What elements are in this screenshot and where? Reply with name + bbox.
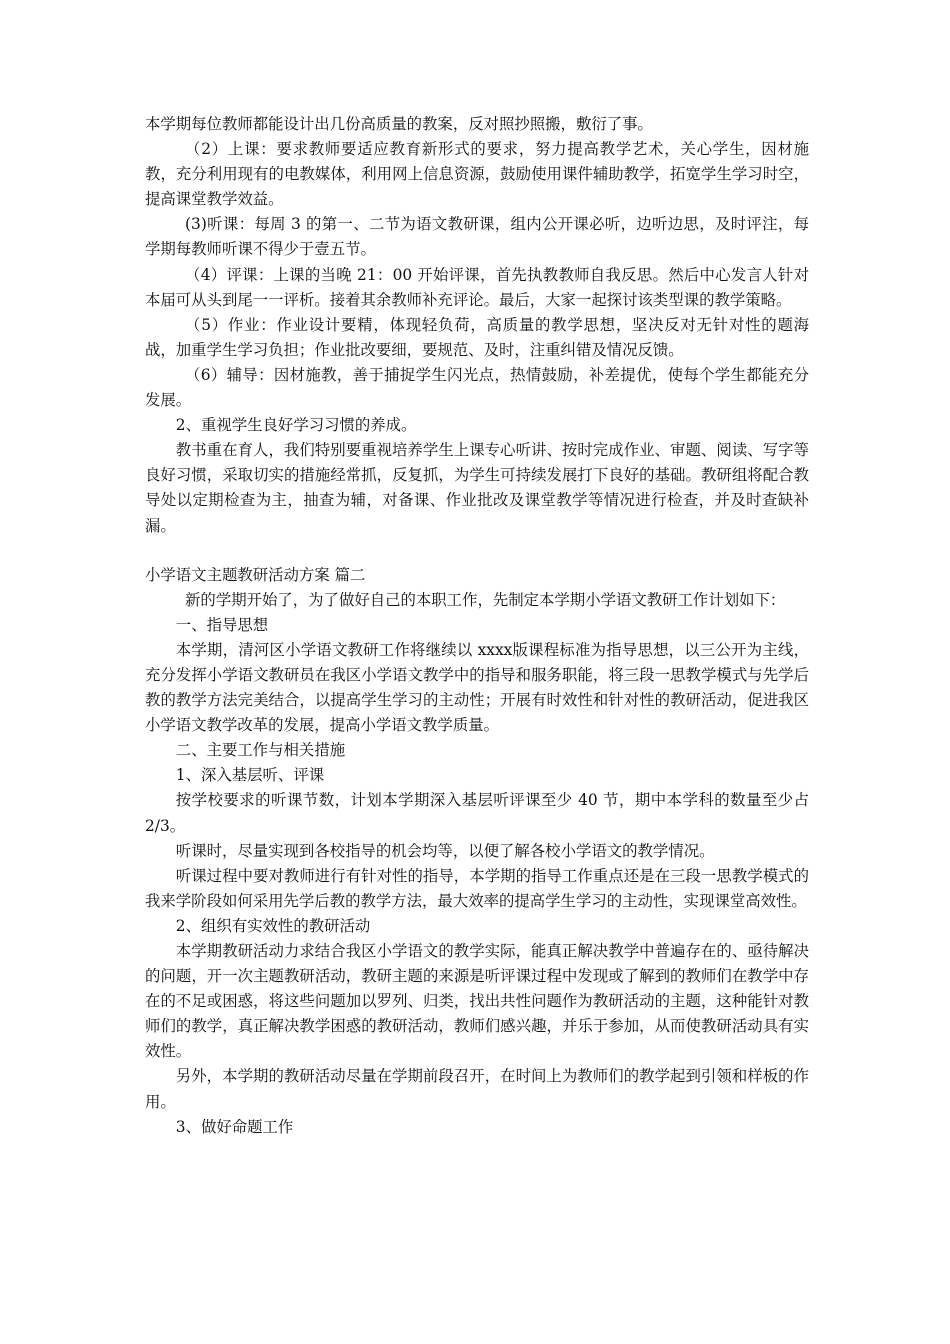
- paragraph-guiding-thought: 本学期，清河区小学语文教研工作将继续以 xxxx版课程标准为指导思想，以三公开为主线，充分发挥小学语文教研员在我区小学语文教学中的指导和服务职能，将三段一思教学模式与先学后教的教学方法完美结合，以提高学生学习的主动性；开展有时效性和针对性的教研活动，促进我区小学语文教学改革的发展，提高小学语文教学质量。: [145, 640, 809, 735]
- heading-lesson-visits: 1、深入基层听、评课: [175, 766, 325, 785]
- section-title-part2: 小学语文主题教研活动方案 篇二: [145, 565, 366, 584]
- document-page: [145, 112, 809, 1140]
- heading-study-habits: 2、重视学生良好学习习惯的养成。: [175, 416, 417, 435]
- paragraph-lesson-count: 按学校要求的听课节数，计划本学期深入基层听评课至少 40 节，期中本学科的数量至少占 2/3。: [145, 791, 809, 835]
- paragraph-lesson-evaluation: （4）评课：上课的当晚 21：00 开始评课，首先执教教师自我反思。然后中心发言人针对本届可从头到尾一一评析。接着其余教师补充评论。最后，大家一起探讨该类型课的教学策略。: [145, 265, 809, 309]
- heading-exam-design: 3、做好命题工作: [175, 1117, 294, 1136]
- paragraph-homework: （5）作业：作业设计要精，体现轻负荷，高质量的教学思想，坚决反对无针对性的题海战，加重学生学习负担；作业批改要细，要规范、及时，注重纠错及情况反馈。: [145, 315, 809, 359]
- paragraph-lesson-observation: (3)听课：每周 3 的第一、二节为语文教研课，组内公开课必听，边听边思，及时评注，每学期每教师听课不得少于壹五节。: [145, 215, 809, 259]
- heading-guiding-thought: 一、指导思想: [175, 615, 269, 634]
- paragraph-intro: 新的学期开始了，为了做好自己的本职工作，先制定本学期小学语文教研工作计划如下：: [185, 590, 786, 609]
- paragraph-class-teaching: （2）上课：要求教师要适应教育新形式的要求，努力提高教学艺术，关心学生，因材施教，充分利用现有的电教媒体，利用网上信息资源，鼓励使用课件辅助教学，拓宽学生学习时空，提高课堂教学效益。: [145, 140, 809, 209]
- paragraph-activity-timing: 另外，本学期的教研活动尽量在学期前段召开，在时间上为教师们的教学起到引领和样板的作用。: [145, 1067, 809, 1111]
- paragraph-activity-topics: 本学期教研活动力求结合我区小学语文的教学实际，能真正解决教学中普遍存在的、亟待解决的问题，开一次主题教研活动，教研主题的来源是听评课过程中发现或了解到的教师们在教学中存在的不足或困惑，将这些问题加以罗列、归类，找出共性问题作为教研活动的主题，这种能针对教师们的教学，真正解决教学困惑的教研活动，教师们感兴趣，并乐于参加，从而使教研活动具有实效性。: [145, 942, 809, 1061]
- heading-effective-activities: 2、组织有实效性的教研活动: [175, 916, 371, 935]
- heading-main-work: 二、主要工作与相关措施: [175, 741, 346, 760]
- paragraph-study-habits: 教书重在育人，我们特别要重视培养学生上课专心听讲、按时完成作业、审题、阅读、写字等良好习惯，采取切实的措施经常抓，反复抓，为学生可持续发展打下良好的基础。教研组将配合教导处以定期检查为主，抽查为辅，对备课、作业批改及课堂教学等情况进行检查，并及时查缺补漏。: [145, 441, 809, 535]
- paragraph-equal-opportunity: 听课时，尽量实现到各校指导的机会均等，以便了解各校小学语文的教学情况。: [175, 841, 715, 860]
- paragraph-targeted-guidance: 听课过程中要对教师进行有针对性的指导，本学期的指导工作重点还是在三段一思教学模式的我来学阶段如何采用先学后教的教学方法，最大效率的提高学生学习的主动性，实现课堂高效性。: [145, 866, 809, 910]
- section-gap: [145, 539, 809, 563]
- paragraph-tutoring: （6）辅导：因材施教，善于捕捉学生闪光点，热情鼓励，补差提优，使每个学生都能充分发展。: [145, 365, 809, 410]
- paragraph-lesson-plan: 本学期每位教师都能设计出几份高质量的教案，反对照抄照搬，敷衍了事。: [145, 115, 653, 133]
